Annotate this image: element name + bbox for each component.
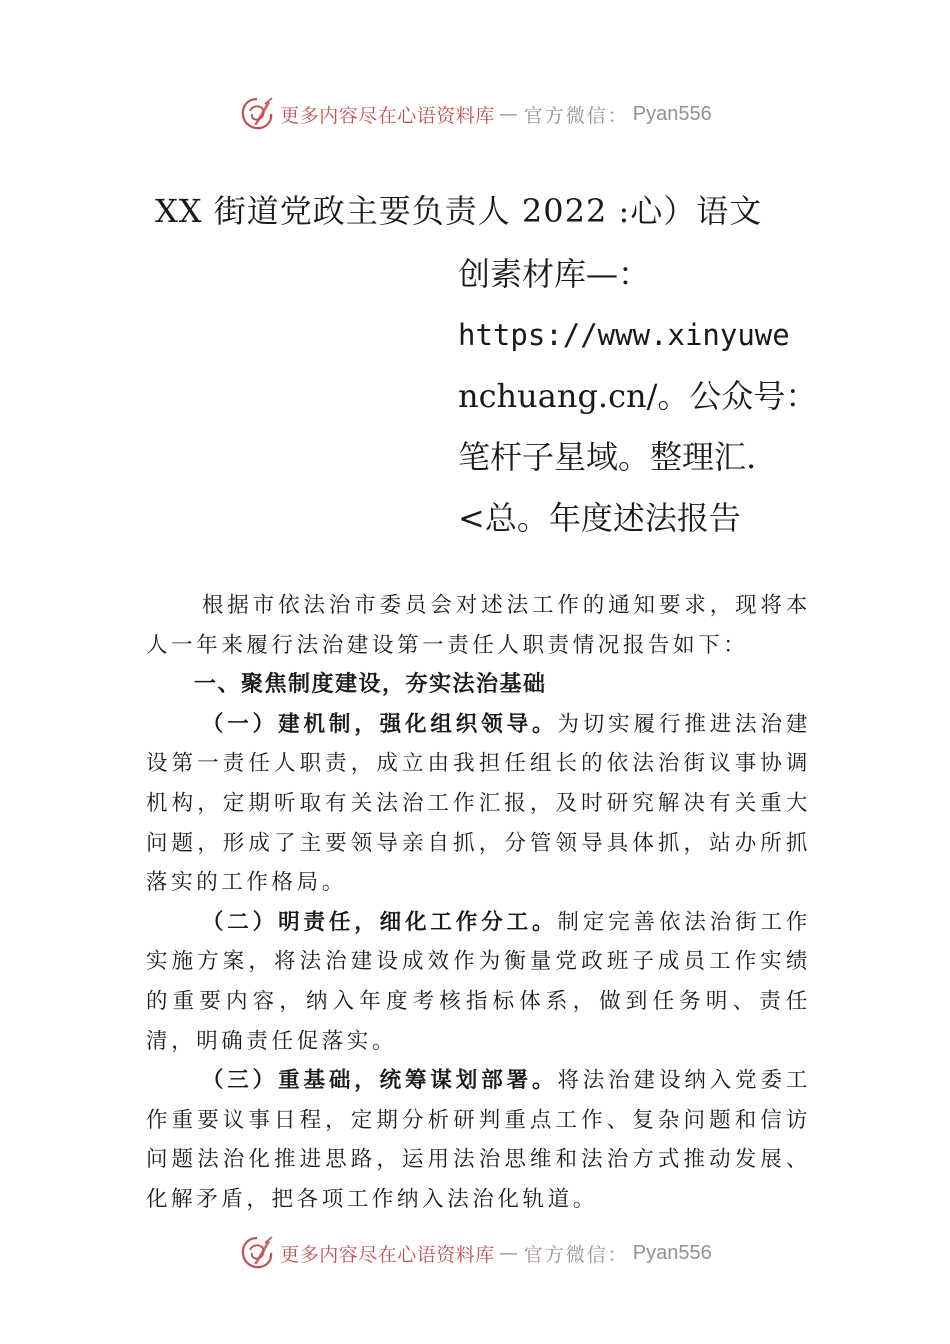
section-heading: 一、聚焦制度建设，夯实法治基础 [194, 672, 547, 698]
banner-wechat-id: Pyan556 [632, 1241, 712, 1264]
document-title-continuation [458, 244, 838, 549]
body-paragraph [146, 903, 811, 1061]
title-line: https://www.xinyuwe [458, 318, 790, 352]
body-paragraph [146, 705, 811, 903]
banner-dash: — [498, 1242, 520, 1264]
paragraph-lead: （三）重基础，统筹谋划部署。 [201, 1068, 558, 1094]
banner-wechat-label: 官方微信： [523, 1243, 629, 1266]
paragraph-text: 将法治建设纳入党委工作重要议事日程，定期分析研判重点工作、复杂问题和信访问题法治化推进思路，运用法治思维和法治方式推动发展、 化解矛盾，把各项工作纳入法治化轨道。 [146, 1068, 811, 1212]
body-paragraph [146, 1061, 811, 1219]
document-title-first-line: XX 街道党政主要负责人 2022 :心）语文 [155, 192, 763, 230]
footer-banner [0, 1231, 950, 1275]
banner-dash: — [498, 103, 520, 125]
paragraph-text: 为切实履行推进法治建设第一责任人职责，成立由我担任组长的依法治街议事协调机构，定期听取有关法治工作汇报，及时研究解决有关重大问题，形成了主要领导亲自抓，分管领导具体抓，站办所抓落实的工作格局。 [146, 711, 811, 896]
quill-swirl-logo-icon [238, 1234, 276, 1272]
banner-wechat-id: Pyan556 [632, 102, 712, 125]
quill-swirl-logo-icon [238, 95, 276, 133]
header-banner [0, 92, 950, 136]
banner-library-text: 更多内容尽在心语资料库 [280, 104, 495, 127]
title-line: <总。年度述法报告 [458, 499, 741, 537]
banner-wechat-label: 官方微信： [523, 104, 629, 127]
paragraph-lead: （二）明责任，细化工作分工。 [201, 909, 558, 935]
paragraph-lead: （一）建机制，强化组织领导。 [201, 711, 558, 737]
banner-library-text: 更多内容尽在心语资料库 [280, 1243, 495, 1266]
title-line: 创素材库—： [458, 255, 651, 293]
title-line: nchuang.cn/。公众号： [458, 377, 818, 415]
intro-paragraph: 根据市依法治市委员会对述法工作的通知要求，现将本人一年来履行法治建设第一责任人职责情况报告如下： [146, 593, 811, 658]
title-line: 笔杆子星域。整理汇. [458, 438, 757, 476]
document-body [146, 586, 811, 1220]
paragraph-text: 制定完善依法治街工作实施方案，将法治建设成效作为衡量党政班子成员工作实绩的重要内容，纳入年度考核指标体系，做到任务明、责任清，明确责任促落实。 [146, 909, 811, 1054]
